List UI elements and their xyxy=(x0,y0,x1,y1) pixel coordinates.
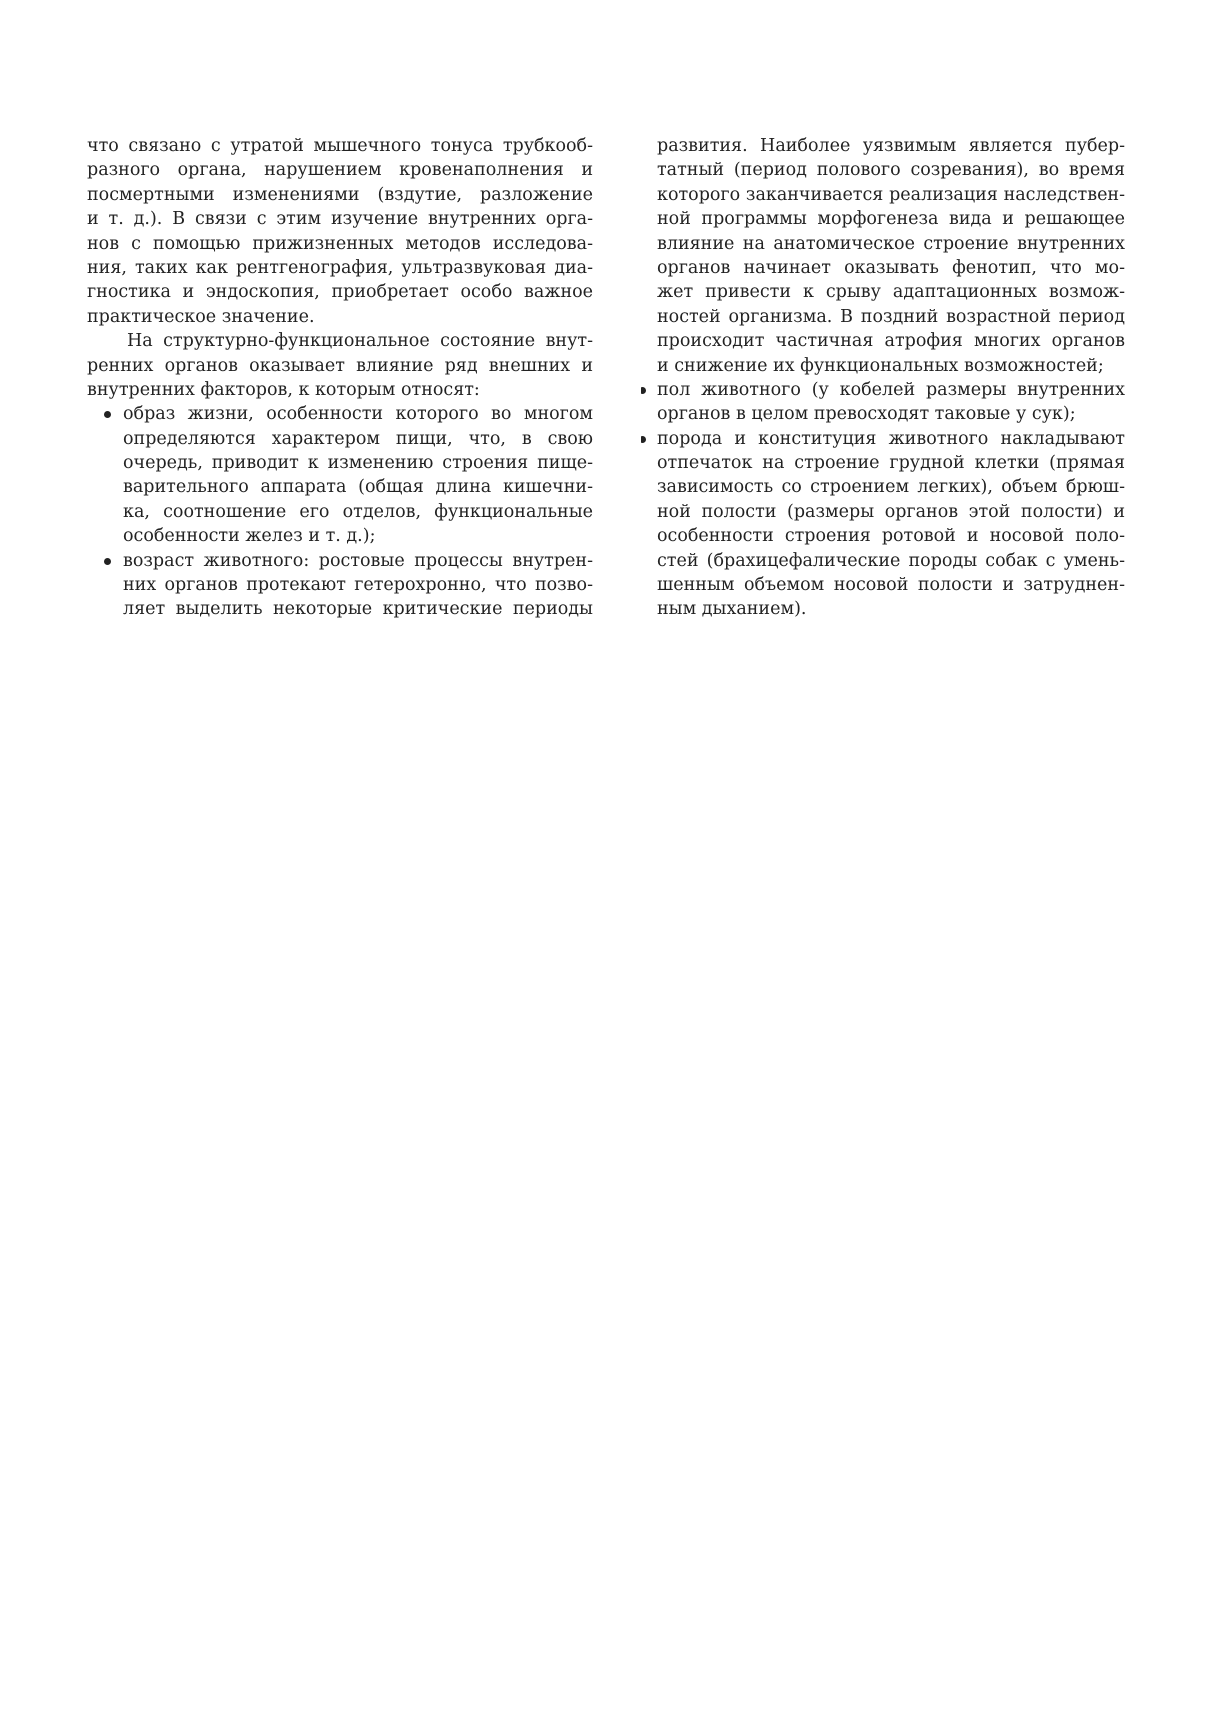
text-line: нов с помощью прижизненных методов исследова- xyxy=(87,233,593,254)
text-line: отпечаток на строение грудной клетки (прямая xyxy=(657,453,1125,474)
text-line: жет привести к срыву адаптационных возмож- xyxy=(657,282,1125,303)
text-line: ка, соотношение его отделов, функциональные xyxy=(123,501,593,522)
text-line: ляет выделить некоторые критические периоды xyxy=(123,599,593,620)
text-line: органов начинает оказывать фенотип, что мо- xyxy=(657,257,1125,278)
text-line: и снижение их функциональных возможностей; xyxy=(657,355,1104,376)
right-column xyxy=(641,134,1125,622)
paragraph-first-line: На структурно-функциональное состояние внут- xyxy=(127,331,593,352)
text-line: ной программы морфогенеза вида и решающее xyxy=(657,209,1125,230)
text-line: особенности строения ротовой и носовой поло- xyxy=(657,526,1125,547)
list-item-sex xyxy=(641,378,1125,402)
text-line: которого заканчивается реализация наследствен- xyxy=(657,184,1125,205)
bullet-icon xyxy=(641,436,646,443)
text-line: что связано с утратой мышечного тонуса трубкооб- xyxy=(87,136,593,156)
text-line: ной полости (размеры органов этой полости) и xyxy=(657,501,1125,522)
list-item-lifestyle xyxy=(87,402,593,426)
text-line: ным дыханием). xyxy=(657,599,807,620)
text-line: татный (период полового созревания), во время xyxy=(657,160,1125,181)
bullet-icon xyxy=(641,387,646,394)
text-line: зависимость со строением легких), объем брюш- xyxy=(657,477,1125,498)
bullet-icon xyxy=(104,411,111,418)
text-line: ния, таких как рентгенография, ультразвуковая диа- xyxy=(87,257,593,278)
list-item-breed xyxy=(641,427,1125,451)
text-line: практическое значение. xyxy=(87,306,315,327)
text-line: шенным объемом носовой полости и затруднен- xyxy=(657,575,1125,596)
text-line: очередь, приводит к изменению строения пище- xyxy=(123,453,593,474)
bullet-icon xyxy=(104,558,111,565)
text-line: варительного аппарата (общая длина кишечни- xyxy=(123,477,593,498)
text-line: стей (брахицефалические породы собак с умень- xyxy=(657,550,1125,571)
list-item-age xyxy=(87,549,593,573)
text-line: развития. Наиболее уязвимым является пубер- xyxy=(657,136,1125,156)
text-line: разного органа, нарушением кровенаполнения и xyxy=(87,160,593,181)
list-item-text: образ жизни, особенности которого во многом xyxy=(123,404,593,425)
text-line: влияние на анатомическое строение внутренних xyxy=(657,233,1125,254)
text-line: ностей организма. В поздний возрастной период xyxy=(657,306,1125,327)
text-line: особенности желез и т. д.); xyxy=(123,526,376,547)
text-line: гностика и эндоскопия, приобретает особо важное xyxy=(87,282,593,303)
text-line: посмертными изменениями (вздутие, разложение xyxy=(87,184,593,205)
text-line: и т. д.). В связи с этим изучение внутренних орга- xyxy=(87,209,593,230)
list-item-text: пол животного (у кобелей размеры внутренних xyxy=(657,379,1125,400)
list-item-text: порода и конституция животного накладывают xyxy=(657,428,1125,449)
list-item-text: возраст животного: ростовые процессы внутрен- xyxy=(123,550,593,571)
text-line: внутренних факторов, к которым относят: xyxy=(87,379,480,400)
left-column xyxy=(87,134,593,622)
text-line: происходит частичная атрофия многих органов xyxy=(657,331,1125,352)
text-line: определяются характером пищи, что, в свою xyxy=(123,428,593,449)
text-line: них органов протекают гетерохронно, что позво- xyxy=(123,575,593,596)
text-line: органов в целом превосходят таковые у сук); xyxy=(657,404,1076,425)
text-line: ренних органов оказывает влияние ряд внешних и xyxy=(87,355,593,376)
